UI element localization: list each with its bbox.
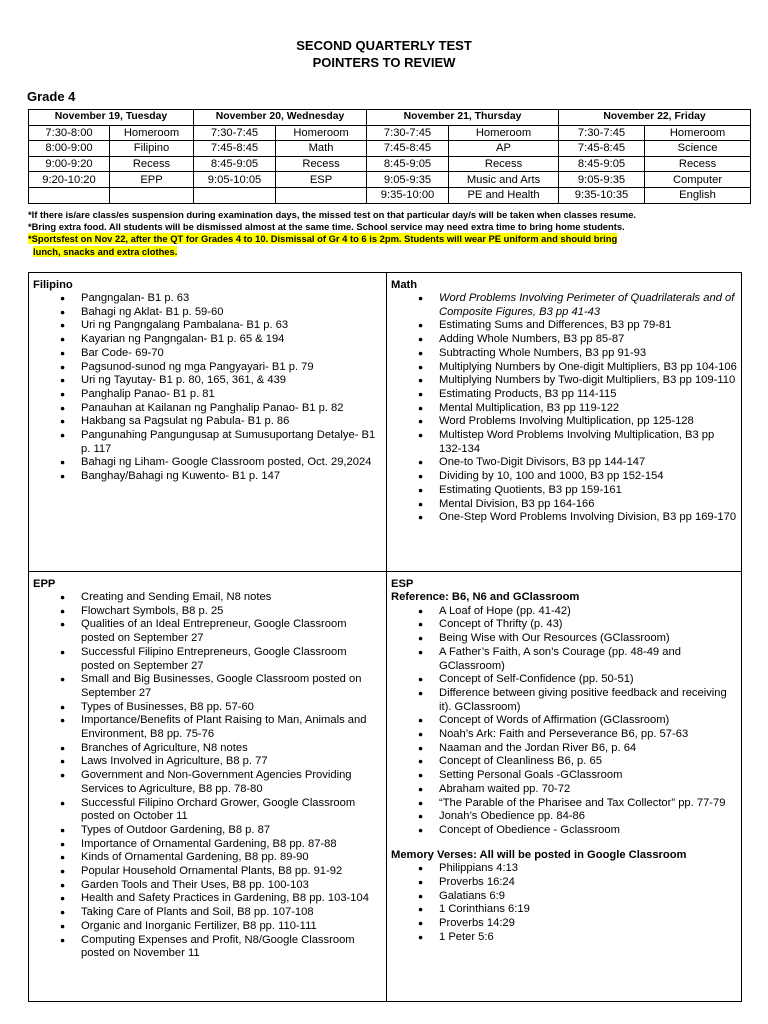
esp-topic: ● Concept of Thrifty (p. 43) (391, 618, 737, 632)
schedule-time-cell (194, 187, 276, 203)
schedule-row (29, 156, 751, 172)
esp-topic: ● Jonah’s Obedience pp. 84-86 (391, 810, 737, 824)
filipino-topic: ● Pangunahing Pangungusap at Sumusuportang Detalye- B1 p. 117 (33, 429, 383, 456)
schedule-subject-cell: Homeroom (645, 125, 751, 141)
grade-label: Grade 4 (27, 89, 76, 104)
math-topic: ● Estimating Products, B3 pp 114-115 (391, 388, 737, 402)
filipino-topic: ● Hakbang sa Pagsulat ng Pabula- B1 p. 86 (33, 415, 383, 429)
notes (28, 209, 758, 258)
filipino-topic: ● Kayarian ng Pangngalan- B1 p. 65 & 194 (33, 333, 383, 347)
filipino-list (33, 292, 383, 484)
epp-topic: ● Creating and Sending Email, N8 notes (33, 591, 383, 605)
schedule-subject-cell: PE and Health (449, 187, 559, 203)
math-topic: ● One-to Two-Digit Divisors, B3 pp 144-147 (391, 456, 737, 470)
memory-verse: ● Proverbs 16:24 (391, 876, 737, 890)
math-topic: ● Multistep Word Problems Involving Multiplication, B3 pp 132-134 (391, 429, 737, 456)
note-sportsfest: *Sportsfest on Nov 22, after the QT for Grades 4 to 10. Dismissal of Gr 4 to 6 is 2pm. Students will wear PE uniform and should bring (28, 233, 618, 245)
math-topic: ● Multiplying Numbers by Two-digit Multipliers, B3 pp 109-110 (391, 374, 737, 388)
schedule-row (29, 187, 751, 203)
schedule-time-cell: 8:45-9:05 (559, 156, 645, 172)
esp-topic: ● Being Wise with Our Resources (GClassroom) (391, 632, 737, 646)
epp-topic: ● Organic and Inorganic Fertilizer, B8 pp. 110-111 (33, 920, 383, 934)
math-topic: ● One-Step Word Problems Involving Division, B3 pp 169-170 (391, 511, 737, 525)
epp-topic: ● Successful Filipino Entrepreneurs, Google Classroom posted on September 27 (33, 646, 383, 673)
epp-topic: ● Government and Non-Government Agencies Providing Services to Agriculture, B8 pp. 78-80 (33, 769, 383, 796)
epp-section (33, 577, 383, 961)
math-section (391, 278, 737, 525)
schedule-time-cell: 7:30-7:45 (559, 125, 645, 141)
filipino-topic: ● Panauhan at Kailanan ng Panghalip Panao- B1 p. 82 (33, 402, 383, 416)
schedule-subject-cell: Recess (110, 156, 194, 172)
schedule-subject-cell (110, 187, 194, 203)
schedule-subject-cell: Homeroom (110, 125, 194, 141)
esp-topic: ● Abraham waited pp. 70-72 (391, 783, 737, 797)
grid-divider-vertical (386, 272, 387, 1002)
schedule-subject-cell (276, 187, 367, 203)
math-heading: Math (391, 279, 418, 291)
schedule-subject-cell: ESP (276, 172, 367, 188)
schedule-time-cell: 9:20-10:20 (29, 172, 110, 188)
schedule-day-header: November 22, Friday (559, 110, 751, 126)
filipino-topic: ● Uri ng Pangngalang Pambalana- B1 p. 63 (33, 319, 383, 333)
memory-verse: ● Philippians 4:13 (391, 862, 737, 876)
math-topic: ● Word Problems Involving Multiplication, pp 125-128 (391, 415, 737, 429)
filipino-heading: Filipino (33, 279, 73, 291)
filipino-topic: ● Banghay/Bahagi ng Kuwento- B1 p. 147 (33, 470, 383, 484)
esp-topic: ● Setting Personal Goals -GClassroom (391, 769, 737, 783)
epp-heading: EPP (33, 578, 56, 590)
schedule-time-cell: 7:30-7:45 (367, 125, 449, 141)
math-list (391, 292, 737, 525)
epp-topic: ● Types of Outdoor Gardening, B8 p. 87 (33, 824, 383, 838)
epp-topic: ● Flowchart Symbols, B8 p. 25 (33, 605, 383, 619)
epp-topic: ● Qualities of an Ideal Entrepreneur, Google Classroom posted on September 27 (33, 618, 383, 645)
schedule-time-cell: 8:45-9:05 (367, 156, 449, 172)
epp-topic: ● Successful Filipino Orchard Grower, Google Classroom posted on October 11 (33, 797, 383, 824)
schedule-time-cell: 9:05-10:05 (194, 172, 276, 188)
schedule-time-cell: 8:45-9:05 (194, 156, 276, 172)
schedule-subject-cell: Math (276, 141, 367, 157)
filipino-topic: ● Pangngalan- B1 p. 63 (33, 292, 383, 306)
schedule-time-cell: 7:45-8:45 (559, 141, 645, 157)
esp-topic: ● Difference between giving positive feedback and receiving it). GClassroom) (391, 687, 737, 714)
page-subtitle: POINTERS TO REVIEW (312, 55, 456, 70)
math-topic: ● Estimating Quotients, B3 pp 159-161 (391, 484, 737, 498)
epp-topic: ● Types of Businesses, B8 pp. 57-60 (33, 701, 383, 715)
math-topic: ● Mental Multiplication, B3 pp 119-122 (391, 402, 737, 416)
epp-topic: ● Taking Care of Plants and Soil, B8 pp. 107-108 (33, 906, 383, 920)
schedule-subject-cell: AP (449, 141, 559, 157)
epp-topic: ● Branches of Agriculture, N8 notes (33, 742, 383, 756)
esp-topic: ● Noah’s Ark: Faith and Perseverance B6, pp. 57-63 (391, 728, 737, 742)
schedule-subject-cell: Music and Arts (449, 172, 559, 188)
esp-list (391, 605, 737, 838)
schedule-subject-cell: English (645, 187, 751, 203)
filipino-topic: ● Bar Code- 69-70 (33, 347, 383, 361)
math-topic: ● Subtracting Whole Numbers, B3 pp 91-93 (391, 347, 737, 361)
schedule-subject-cell: Recess (276, 156, 367, 172)
schedule-subject-cell: Recess (449, 156, 559, 172)
schedule-row (29, 141, 751, 157)
schedule-day-header: November 19, Tuesday (29, 110, 194, 126)
esp-topic: ● Concept of Self-Confidence (pp. 50-51) (391, 673, 737, 687)
schedule-time-cell: 8:00-9:00 (29, 141, 110, 157)
schedule-subject-cell: EPP (110, 172, 194, 188)
math-topic: ● Mental Division, B3 pp 164-166 (391, 498, 737, 512)
filipino-topic: ● Pagsunod-sunod ng mga Pangyayari- B1 p. 79 (33, 361, 383, 375)
epp-topic: ● Health and Safety Practices in Gardening, B8 pp. 103-104 (33, 892, 383, 906)
schedule-time-cell: 9:05-9:35 (367, 172, 449, 188)
esp-heading: ESP (391, 578, 414, 590)
math-topic: ● Multiplying Numbers by One-digit Multipliers, B3 pp 104-106 (391, 361, 737, 375)
memory-verse: ● Proverbs 14:29 (391, 917, 737, 931)
schedule-row (29, 172, 751, 188)
esp-topic: ● Concept of Words of Affirmation (GClassroom) (391, 714, 737, 728)
memory-verses-list (391, 862, 737, 944)
schedule-time-cell: 9:35-10:35 (559, 187, 645, 203)
schedule-time-cell: 7:30-8:00 (29, 125, 110, 141)
esp-topic: ● Concept of Cleanliness B6, p. 65 (391, 755, 737, 769)
esp-topic: ● A Loaf of Hope (pp. 41-42) (391, 605, 737, 619)
epp-topic: ● Computing Expenses and Profit, N8/Google Classroom posted on November 11 (33, 934, 383, 961)
schedule-time-cell: 7:45-8:45 (194, 141, 276, 157)
epp-topic: ● Laws Involved in Agriculture, B8 p. 77 (33, 755, 383, 769)
schedule-day-header: November 20, Wednesday (194, 110, 367, 126)
filipino-topic: ● Bahagi ng Aklat- B1 p. 59-60 (33, 306, 383, 320)
esp-topic: ● Naaman and the Jordan River B6, p. 64 (391, 742, 737, 756)
schedule-time-cell: 9:00-9:20 (29, 156, 110, 172)
schedule-subject-cell: Homeroom (276, 125, 367, 141)
epp-topic: ● Popular Household Ornamental Plants, B8 pp. 91-92 (33, 865, 383, 879)
memory-verse: ● 1 Peter 5:6 (391, 931, 737, 945)
filipino-section (33, 278, 383, 484)
memory-verses-heading: Memory Verses: All will be posted in Google Classroom (391, 848, 687, 861)
note-extra-food: *Bring extra food. All students will be dismissed almost at the same time. School service may need extra time to bring home students. (28, 221, 625, 233)
schedule-day-header: November 21, Thursday (367, 110, 559, 126)
schedule-subject-cell: Recess (645, 156, 751, 172)
math-topic: ● Word Problems Involving Perimeter of Quadrilaterals and of Composite Figures, B3 pp 41-43 (391, 292, 737, 319)
filipino-topic: ● Panghalip Panao- B1 p. 81 (33, 388, 383, 402)
esp-topic: ● Concept of Obedience - Gclassroom (391, 824, 737, 838)
epp-topic: ● Garden Tools and Their Uses, B8 pp. 100-103 (33, 879, 383, 893)
schedule-time-cell: 9:35-10:00 (367, 187, 449, 203)
epp-topic: ● Small and Big Businesses, Google Classroom posted on September 27 (33, 673, 383, 700)
esp-topic: ● “The Parable of the Pharisee and Tax Collector” pp. 77-79 (391, 797, 737, 811)
schedule-subject-cell: Computer (645, 172, 751, 188)
schedule-subject-cell: Science (645, 141, 751, 157)
math-topic: ● Estimating Sums and Differences, B3 pp 79-81 (391, 319, 737, 333)
note-sportsfest-cont: lunch, snacks and extra clothes. (33, 245, 178, 257)
schedule-subject-cell: Filipino (110, 141, 194, 157)
schedule-time-cell (29, 187, 110, 203)
schedule-time-cell: 9:05-9:35 (559, 172, 645, 188)
epp-topic: ● Importance/Benefits of Plant Raising to Man, Animals and Environment, B8 pp. 75-76 (33, 714, 383, 741)
esp-reference: Reference: B6, N6 and GClassroom (391, 591, 580, 603)
epp-list (33, 591, 383, 961)
esp-topic: ● A Father’s Faith, A son’s Courage (pp. 48-49 and GClassroom) (391, 646, 737, 673)
esp-section (391, 577, 737, 945)
math-topic: ● Dividing by 10, 100 and 1000, B3 pp 152-154 (391, 470, 737, 484)
epp-topic: ● Importance of Ornamental Gardening, B8 pp. 87-88 (33, 838, 383, 852)
math-topic: ● Adding Whole Numbers, B3 pp 85-87 (391, 333, 737, 347)
note-suspension: *If there is/are class/es suspension during examination days, the missed test on that particular day/s will be taken when classes resume. (28, 209, 637, 220)
grid-divider-horizontal (28, 571, 742, 572)
schedule-time-cell: 7:45-8:45 (367, 141, 449, 157)
page-title: SECOND QUARTERLY TEST (296, 38, 472, 53)
epp-topic: ● Kinds of Ornamental Gardening, B8 pp. 89-90 (33, 851, 383, 865)
schedule-subject-cell: Homeroom (449, 125, 559, 141)
memory-verse: ● Galatians 6:9 (391, 890, 737, 904)
schedule-table (28, 109, 751, 204)
schedule-row (29, 125, 751, 141)
memory-verse: ● 1 Corinthians 6:19 (391, 903, 737, 917)
filipino-topic: ● Uri ng Tayutay- B1 p. 80, 165, 361, & 439 (33, 374, 383, 388)
filipino-topic: ● Bahagi ng Liham- Google Classroom posted, Oct. 29,2024 (33, 456, 383, 470)
schedule-time-cell: 7:30-7:45 (194, 125, 276, 141)
